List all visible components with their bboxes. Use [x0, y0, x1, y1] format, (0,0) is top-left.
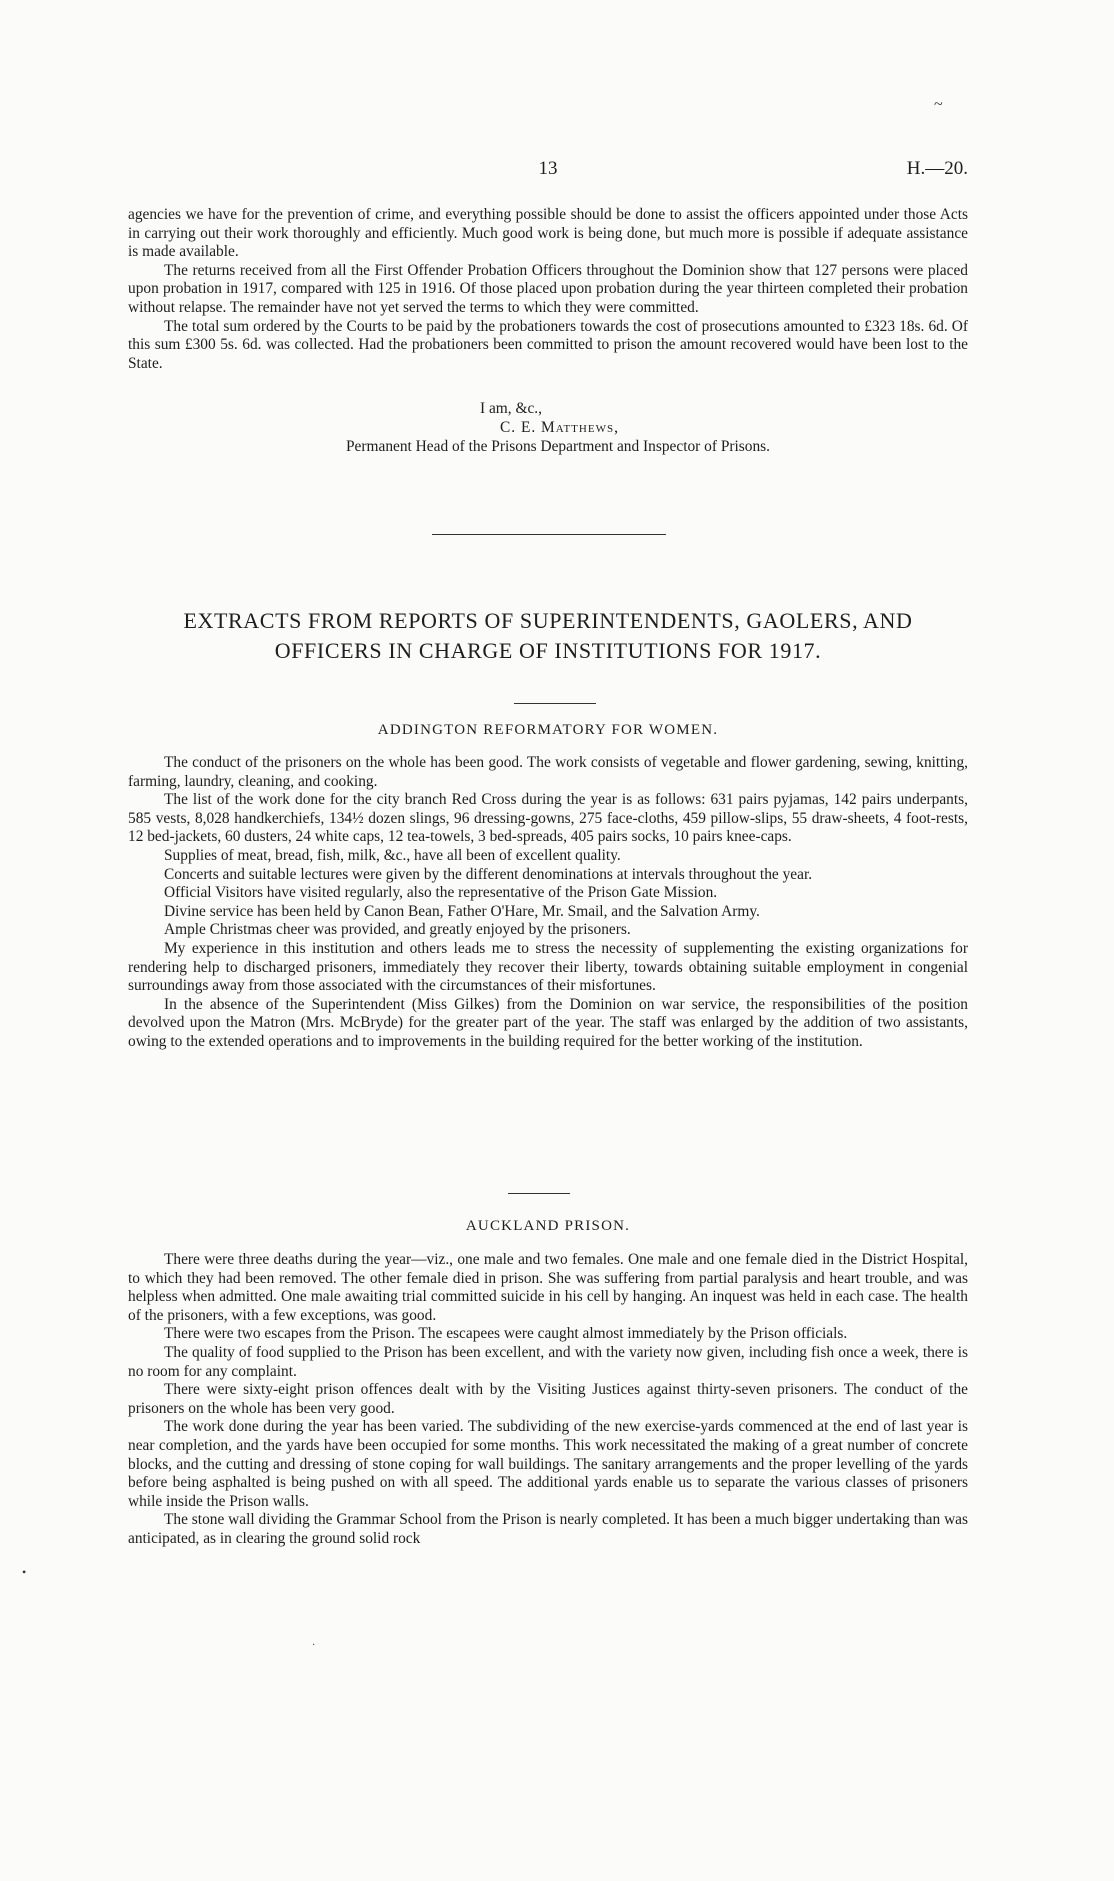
- extracts-title-line-2: OFFICERS IN CHARGE OF INSTITUTIONS FOR 1917.: [274, 638, 822, 663]
- auckland-heading: AUCKLAND PRISON.: [465, 1218, 631, 1234]
- section-divider: [432, 534, 666, 535]
- signature-title: Permanent Head of the Prisons Department and Inspector of Prisons.: [346, 438, 771, 455]
- intro-paragraph: agencies we have for the prevention of crime, and everything possible should be done to assist the officers appointed under those Acts in carrying out their work thoroughly and efficiently. Much good work is being done, but much more is possible if adequate assistance is made available.: [128, 206, 968, 261]
- addington-paragraph: The list of the work done for the city branch Red Cross during the year is as follows: 631 pairs pyjamas, 142 pairs underpants, 585 vests, 8,028 handkerchiefs, 134½ dozen slings, 96 dressing-gowns, 275 face-cloths, 459 pillow-slips, 55 draw-sheets, 4 foot-rests, 12 bed-jackets, 60 dusters, 24 white caps, 12 tea-towels, 3 bed-spreads, 405 pairs socks, 10 pairs knee-caps.: [128, 791, 968, 846]
- extracts-title: [128, 606, 968, 666]
- auckland-text: [128, 1251, 968, 1549]
- margin-tick: ~: [934, 96, 943, 113]
- signature-block: [128, 400, 968, 460]
- auckland-paragraph: There were two escapes from the Prison. The escapees were caught almost immediately by the Prison officials.: [164, 1325, 848, 1343]
- auckland-paragraph: There were three deaths during the year—viz., one male and two females. One male and one female died in the District Hospital, to which they had been removed. The other female died in prison. She was suffering from partial paralysis and heart trouble, and was helpless when admitted. One male awaiting trial committed suicide in his cell by hanging. An inquest was held in each case. The health of the prisoners, with a few exceptions, was good.: [128, 1251, 968, 1324]
- title-underline: [514, 703, 596, 704]
- addington-paragraph: The conduct of the prisoners on the whole has been good. The work consists of vegetable and flower gardening, sewing, knitting, farming, laundry, cleaning, and cooking.: [128, 754, 968, 790]
- addington-heading: ADDINGTON REFORMATORY FOR WOMEN.: [377, 722, 719, 738]
- margin-dot: ·: [312, 1640, 316, 1651]
- addington-paragraph: Concerts and suitable lectures were given by the different denominations at intervals throughout the year.: [164, 865, 813, 883]
- signature-closing: I am, &c.,: [480, 400, 542, 417]
- addington-paragraph: Supplies of meat, bread, fish, milk, &c., have all been of excellent quality.: [164, 846, 621, 864]
- auckland-paragraph: The work done during the year has been varied. The subdividing of the new exercise-yards commenced at the end of last year is near completion, and the yards have been occupied for some months. This work necessitated the making of a great number of concrete blocks, and the cutting and dressing of stone coping for wall buildings. The sanitary arrangements and the proper levelling of the yards before being asphalted is being pushed on with all speed. The additional yards enable us to separate the various classes of prisoners while inside the Prison walls.: [128, 1418, 968, 1510]
- addington-paragraph: Official Visitors have visited regularly, also the representative of the Prison Gate Mission.: [164, 884, 718, 902]
- page-header: [128, 158, 968, 184]
- intro-paragraph: The total sum ordered by the Courts to be paid by the probationers towards the cost of prosecutions amounted to £323 18s. 6d. Of this sum £300 5s. 6d. was collected. Had the probationers been committed to prison the amount recovered would have been lost to the State.: [128, 317, 968, 372]
- page-number: 13: [538, 158, 558, 179]
- signature-name: C. E. Matthews,: [500, 419, 619, 436]
- auckland-paragraph: The stone wall dividing the Grammar School from the Prison is nearly completed. It has been a much bigger undertaking than was anticipated, as in clearing the ground solid rock: [128, 1511, 968, 1547]
- addington-paragraph: Divine service has been held by Canon Bean, Father O'Hare, Mr. Smail, and the Salvation Army.: [164, 902, 760, 920]
- addington-paragraph: My experience in this institution and others leads me to stress the necessity of supplementing the existing organizations for rendering help to discharged prisoners, immediately they recover their liberty, towards obtaining suitable employment in congenial surroundings away from those associated with the circumstances of their misfortunes.: [128, 939, 968, 995]
- addington-text: [128, 754, 968, 1052]
- auckland-paragraph: There were sixty-eight prison offences dealt with by the Visiting Justices against thirty-seven prisoners. The conduct of the prisoners on the whole has been very good.: [128, 1381, 968, 1417]
- intro-text: [128, 206, 968, 373]
- auckland-paragraph: The quality of food supplied to the Prison has been excellent, and with the variety now given, including fish once a week, there is no room for any complaint.: [128, 1343, 968, 1380]
- margin-dot: •: [22, 1565, 27, 1579]
- intro-paragraph: The returns received from all the First Offender Probation Officers throughout the Dominion show that 127 persons were placed upon probation in 1917, compared with 125 in 1916. Of those placed upon probation during the year thirteen completed their probation without relapse. The remainder have not yet served the terms to which they were committed.: [128, 261, 968, 316]
- addington-paragraph: In the absence of the Superintendent (Miss Gilkes) from the Dominion on war service, the responsibilities of the position devolved upon the Matron (Mrs. McBryde) for the greater part of the year. The staff was enlarged by the addition of two assistants, owing to the extended operations and to improvements in the building required for the better working of the institution.: [128, 995, 968, 1050]
- extracts-title-line-1: EXTRACTS FROM REPORTS OF SUPERINTENDENTS, GAOLERS, AND: [183, 608, 913, 633]
- addington-paragraph: Ample Christmas cheer was provided, and greatly enjoyed by the prisoners.: [164, 921, 631, 939]
- section-divider: [508, 1193, 570, 1194]
- document-reference: H.—20.: [906, 158, 968, 179]
